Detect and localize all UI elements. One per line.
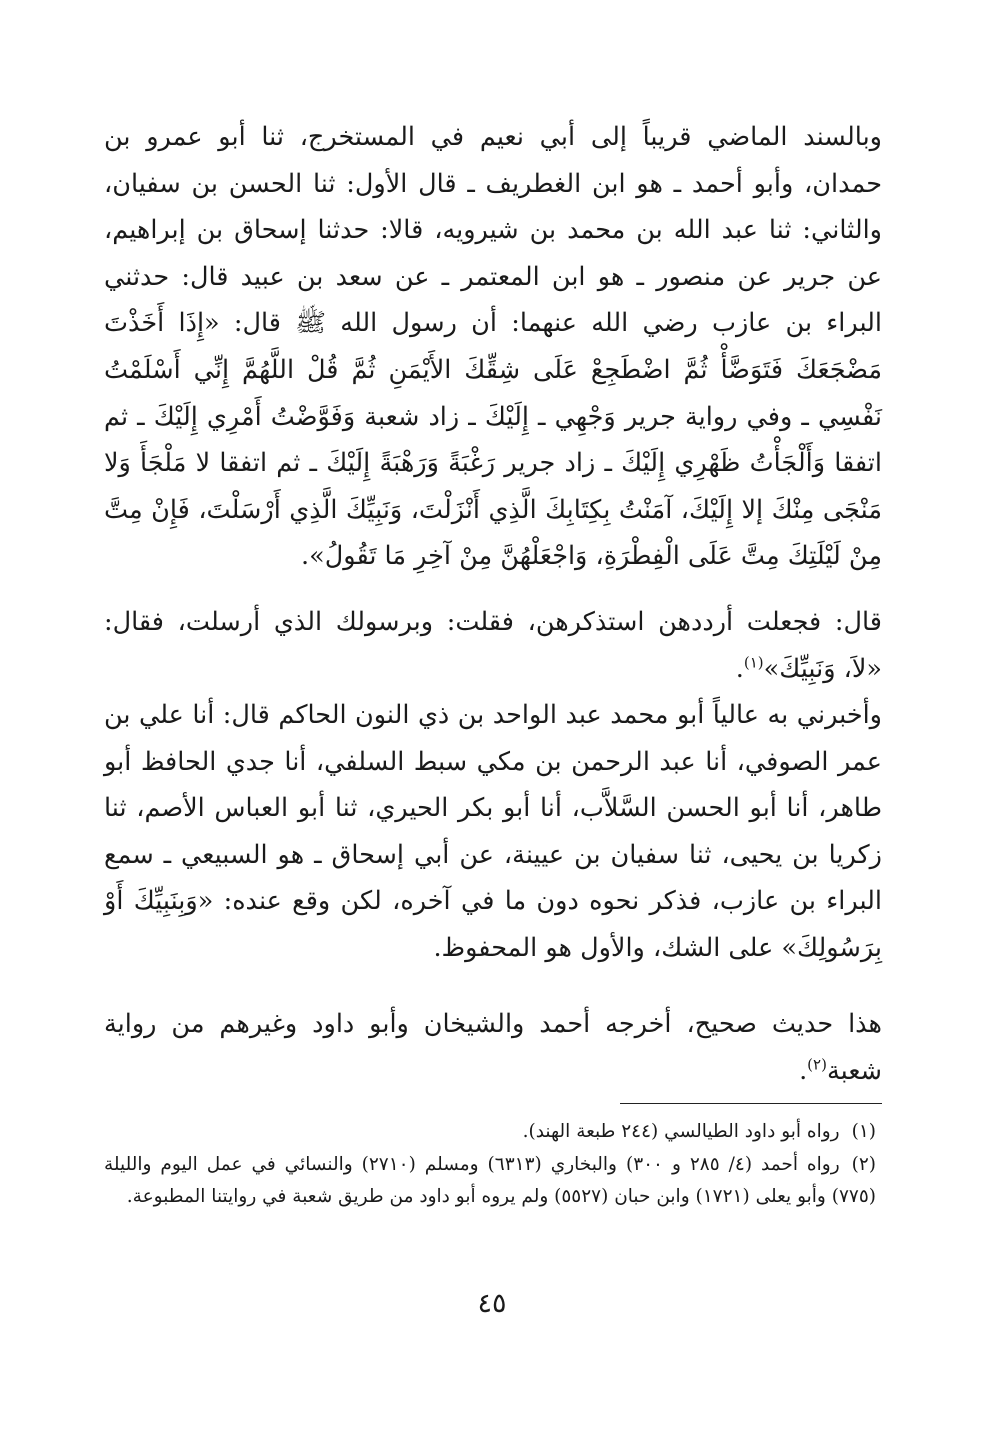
paragraph-text-body: هذا حديث صحيح، أخرجه أحمد والشيخان وأبو داود وغيرهم من رواية شعبة xyxy=(104,1009,882,1086)
paragraph-text: وبالسند الماضي قريباً إلى أبي نعيم في المستخرج، ثنا أبو عمرو بن حمدان، وأبو أحمد ـ هو ابن الغطريف ـ قال الأول: ثنا الحسن بن سفيان، والثاني: ثنا عبد الله بن محمد بن شيرويه، قالا: حدثنا إسحاق بن إبراهيم، عن جرير عن منصور ـ هو ابن المعتمر ـ عن سعد بن عبيد قال: حدثني البراء بن عازب رضي الله عنهما: أن رسول الله ﷺ قال: «إِذَا أَخَذْتَ مَضْجَعَكَ فَتَوَضَّأْ ثُمَّ اضْطَجِعْ عَلَى شِقِّكَ الأَيْمَنِ ثُمَّ قُلْ اللَّهُمَّ إِنِّي أَسْلَمْتُ نَفْسِي ـ وفي رواية جرير وَجْهِي ـ إِلَيْكَ ـ زاد شعبة وَفَوَّضْتُ أَمْرِي إِلَيْكَ ـ ثم اتفقا وَأَلْجَأْتُ ظَهْرِي إِلَيْكَ ـ زاد جرير رَغْبَةً وَرَهْبَةً إِلَيْكَ ـ ثم اتفقا لا مَلْجَأَ وَلا مَنْجَى مِنْكَ إلا إِلَيْكَ، آمَنْتُ بِكِتَابِكَ الَّذِي أَنْزَلْتَ، وَنَبِيِّكَ الَّذِي أَرْسَلْتَ، فَإِنْ مِتَّ مِنْ لَيْلَتِكَ مِتَّ عَلَى الْفِطْرَةِ، وَاجْعَلْهُنَّ مِنْ آخِرِ مَا تَقُولُ». xyxy=(104,122,882,572)
footnote-marker: (٢) xyxy=(851,1153,877,1175)
paragraph-text-end: . xyxy=(799,1055,808,1086)
footnote-reference: (٢) xyxy=(807,1055,827,1074)
footnote-marker: (١) xyxy=(851,1121,876,1142)
paragraph-text-body: قال: فجعلت أرددهن استذكرهن، فقلت: وبرسولك الذي أرسلت، فقال: «لاَ، وَنَبِيِّكَ» xyxy=(104,607,882,684)
paragraph-text xyxy=(104,1001,882,1094)
paragraph-text-end: . xyxy=(735,653,744,684)
footnote-item xyxy=(104,1116,876,1149)
footnote-text: رواه أبو داود الطيالسي (٢٤٤ طبعة الهند). xyxy=(522,1121,840,1142)
paragraph-recitation xyxy=(104,599,882,692)
footnote-item xyxy=(104,1149,876,1214)
paragraph-text xyxy=(104,599,882,692)
paragraph-grading xyxy=(104,1001,882,1094)
paragraph-alternate-chain xyxy=(104,692,882,972)
page-number: ٤٥ xyxy=(477,1288,507,1319)
footnotes-section xyxy=(104,1116,876,1214)
paragraph-text: وأخبرني به عالياً أبو محمد عبد الواحد بن ذي النون الحاكم قال: أنا علي بن عمر الصوفي، أنا عبد الرحمن بن مكي سبط السلفي، أنا جدي الحافظ أبو طاهر، أنا أبو الحسن السَّلاَّب، أنا أبو بكر الحيري، ثنا أبو العباس الأصم، ثنا زكريا بن يحيى، ثنا سفيان بن عيينة، عن أبي إسحاق ـ هو السبيعي ـ سمع البراء بن عازب، فذكر نحوه دون ما في آخره، لكن وقع عنده: «وَبِنَبِيِّكَ أَوْ بِرَسُولِكَ» على الشك، والأول هو المحفوظ. xyxy=(104,700,882,963)
footnote-reference: (١) xyxy=(743,653,764,672)
footnote-text: رواه أحمد (٤/ ٢٨٥ و ٣٠٠) والبخاري (٦٣١٣) ومسلم (٢٧١٠) والنسائي في عمل اليوم والليلة (٧٧٥) وأبو يعلى (١٧٢١) وابن حبان (٥٥٢٧) ولم يروه أبو داود من طريق شعبة في روايتنا المطبوعة. xyxy=(104,1153,876,1207)
paragraph-hadith-chain xyxy=(104,114,882,580)
footnote-divider xyxy=(620,1103,882,1104)
